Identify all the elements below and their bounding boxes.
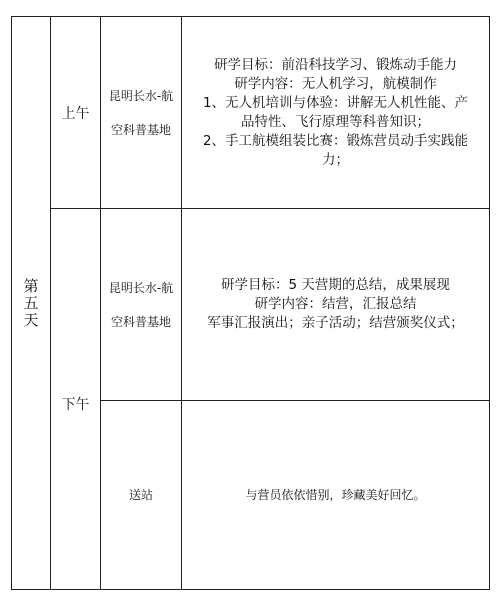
location-departure (101, 401, 181, 589)
location-line: 送站 (128, 488, 153, 502)
content-line: 1、无人机培训与体验：讲解无人机性能、产 (202, 94, 469, 111)
period-morning: 上午 (61, 105, 90, 122)
content-line: 研学目标：5 天营期的总结，成果展现 (221, 277, 450, 293)
period-afternoon (51, 209, 100, 589)
location-afternoon (101, 209, 181, 400)
location-line: 昆明长水-航 (108, 88, 174, 103)
table-bottom-border (11, 589, 490, 590)
content-morning (182, 17, 489, 208)
content-line: 与营员依依惜别，珍藏美好回忆。 (245, 487, 426, 502)
location-line: 空科普基地 (110, 122, 171, 137)
table-right-border (489, 16, 490, 590)
location-line: 昆明长水-航 (108, 280, 174, 295)
content-line: 研学内容：无人机学习，航模制作 (234, 75, 437, 92)
content-afternoon (182, 209, 489, 400)
location-line: 空科普基地 (110, 314, 171, 329)
content-line: 力； (322, 151, 349, 168)
content-line: 2、手工航模组装比赛：锻炼营员动手实践能 (202, 132, 469, 149)
location-morning (101, 17, 181, 208)
period-afternoon-label: 下午 (61, 397, 90, 413)
content-line: 研学内容：结营，汇报总结 (254, 296, 417, 312)
content-departure (182, 401, 489, 589)
content-line: 军事汇报演出；亲子活动；结营颁奖仪式； (207, 315, 464, 331)
day-label: 第五天 (21, 277, 40, 329)
content-line: 研学目标：前沿科技学习、锻炼动手能力 (214, 56, 457, 73)
content-line: 品特性、飞行原理等科普知识； (241, 113, 430, 130)
